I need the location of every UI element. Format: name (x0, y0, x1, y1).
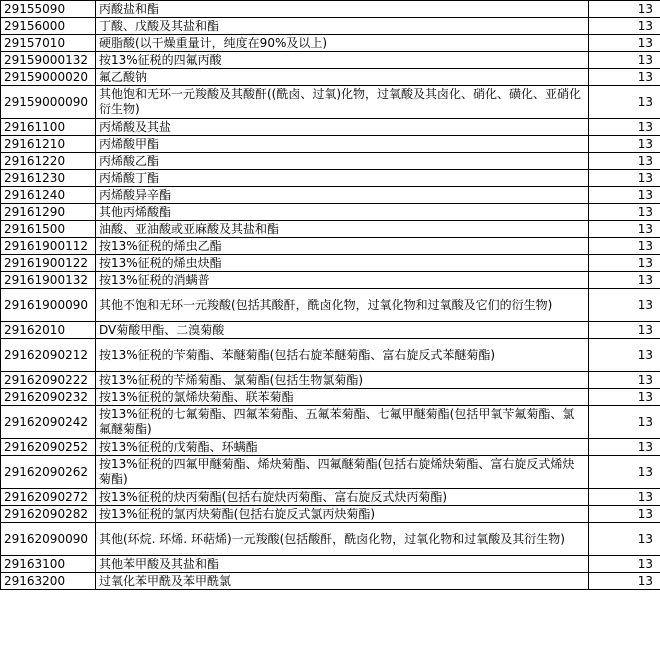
description-cell: 硬脂酸(以干燥重量计，纯度在90%及以上) (96, 35, 589, 52)
rate-cell: 13 (589, 221, 660, 238)
rate-cell: 13 (589, 35, 660, 52)
table-row (1, 255, 660, 272)
hs-code-cell: 29161290 (1, 204, 96, 221)
description-cell: DV菊酸甲酯、二溴菊酸 (96, 322, 589, 339)
table-row (1, 289, 660, 322)
table-row (1, 339, 660, 372)
rate-cell: 13 (589, 322, 660, 339)
table-row (1, 1, 660, 18)
description-cell: 丙烯酸异辛酯 (96, 187, 589, 204)
rate-cell: 13 (589, 523, 660, 556)
hs-code-cell: 29161900090 (1, 289, 96, 322)
table-row (1, 136, 660, 153)
hs-code-cell: 29157010 (1, 35, 96, 52)
table-row (1, 272, 660, 289)
rate-cell: 13 (589, 18, 660, 35)
table-row (1, 204, 660, 221)
hs-code-cell: 29162090232 (1, 389, 96, 406)
description-cell: 按13%征税的烯虫炔酯 (96, 255, 589, 272)
rate-cell: 13 (589, 289, 660, 322)
description-cell: 其他丙烯酸酯 (96, 204, 589, 221)
description-cell: 丙烯酸及其盐 (96, 119, 589, 136)
table-row (1, 523, 660, 556)
hs-code-cell: 29161220 (1, 153, 96, 170)
description-cell: 丁酸、戊酸及其盐和酯 (96, 18, 589, 35)
table-row (1, 506, 660, 523)
rate-cell: 13 (589, 389, 660, 406)
description-cell: 氟乙酸钠 (96, 69, 589, 86)
rate-cell: 13 (589, 506, 660, 523)
hs-code-cell: 29162090252 (1, 439, 96, 456)
rate-cell: 13 (589, 204, 660, 221)
description-cell: 其他饱和无环一元羧酸及其酸酐((酰卤、过氧)化物，过氧酸及其卤化、硝化、磺化、亚硝化衍生物) (96, 86, 589, 119)
tariff-table-body (1, 1, 660, 590)
hs-code-cell: 29156000 (1, 18, 96, 35)
hs-code-cell: 29162090242 (1, 406, 96, 439)
hs-code-cell: 29159000132 (1, 52, 96, 69)
hs-code-cell: 29159000090 (1, 86, 96, 119)
description-cell: 其他苯甲酸及其盐和酯 (96, 556, 589, 573)
description-cell: 按13%征税的四氟甲醚菊酯、烯炔菊酯、四氟醚菊酯(包括右旋烯炔菊酯、富右旋反式烯炔菊酯) (96, 456, 589, 489)
description-cell: 丙烯酸甲酯 (96, 136, 589, 153)
rate-cell: 13 (589, 86, 660, 119)
description-cell: 按13%征税的七氟菊酯、四氟苯菊酯、五氟苯菊酯、七氟甲醚菊酯(包括甲氧苄氟菊酯、氯氟醚菊酯) (96, 406, 589, 439)
description-cell: 按13%征税的戊菊酯、环螨酯 (96, 439, 589, 456)
table-row (1, 238, 660, 255)
rate-cell: 13 (589, 456, 660, 489)
hs-code-cell: 29162090090 (1, 523, 96, 556)
hs-code-cell: 29162090212 (1, 339, 96, 372)
hs-code-cell: 29161900132 (1, 272, 96, 289)
hs-code-cell: 29162090272 (1, 489, 96, 506)
table-row (1, 153, 660, 170)
description-cell: 其他(环烷. 环烯. 环萜烯)一元羧酸(包括酸酐，酰卤化物，过氧化物和过氧酸及其衍生物) (96, 523, 589, 556)
rate-cell: 13 (589, 255, 660, 272)
rate-cell: 13 (589, 372, 660, 389)
rate-cell: 13 (589, 136, 660, 153)
rate-cell: 13 (589, 1, 660, 18)
description-cell: 过氧化苯甲酰及苯甲酰氯 (96, 573, 589, 590)
hs-code-cell: 29161230 (1, 170, 96, 187)
table-row (1, 119, 660, 136)
rate-cell: 13 (589, 556, 660, 573)
table-row (1, 221, 660, 238)
hs-code-cell: 29162010 (1, 322, 96, 339)
hs-code-cell: 29155090 (1, 1, 96, 18)
table-row (1, 187, 660, 204)
rate-cell: 13 (589, 52, 660, 69)
hs-code-cell: 29161500 (1, 221, 96, 238)
table-row (1, 18, 660, 35)
rate-cell: 13 (589, 170, 660, 187)
hs-code-cell: 29162090262 (1, 456, 96, 489)
description-cell: 丙酸盐和酯 (96, 1, 589, 18)
rate-cell: 13 (589, 489, 660, 506)
hs-code-cell: 29162090222 (1, 372, 96, 389)
rate-cell: 13 (589, 69, 660, 86)
table-row (1, 86, 660, 119)
table-row (1, 573, 660, 590)
table-row (1, 489, 660, 506)
rate-cell: 13 (589, 339, 660, 372)
table-row (1, 389, 660, 406)
description-cell: 丙烯酸丁酯 (96, 170, 589, 187)
table-row (1, 456, 660, 489)
rate-cell: 13 (589, 573, 660, 590)
hs-code-cell: 29161100 (1, 119, 96, 136)
table-row (1, 372, 660, 389)
rate-cell: 13 (589, 153, 660, 170)
hs-code-cell: 29161240 (1, 187, 96, 204)
description-cell: 按13%征税的四氟丙酸 (96, 52, 589, 69)
rate-cell: 13 (589, 406, 660, 439)
description-cell: 按13%征税的烯虫乙酯 (96, 238, 589, 255)
description-cell: 丙烯酸乙酯 (96, 153, 589, 170)
table-row (1, 556, 660, 573)
description-cell: 按13%征税的氯丙炔菊酯(包括右旋反式氯丙炔菊酯) (96, 506, 589, 523)
rate-cell: 13 (589, 119, 660, 136)
hs-code-cell: 29159000020 (1, 69, 96, 86)
table-row (1, 439, 660, 456)
description-cell: 油酸、亚油酸或亚麻酸及其盐和酯 (96, 221, 589, 238)
description-cell: 按13%征税的炔丙菊酯(包括右旋炔丙菊酯、富右旋反式炔丙菊酯) (96, 489, 589, 506)
rate-cell: 13 (589, 187, 660, 204)
hs-code-cell: 29163200 (1, 573, 96, 590)
description-cell: 按13%征税的苄烯菊酯、氯菊酯(包括生物氯菊酯) (96, 372, 589, 389)
rate-cell: 13 (589, 238, 660, 255)
hs-code-cell: 29163100 (1, 556, 96, 573)
hs-code-cell: 29161900112 (1, 238, 96, 255)
table-row (1, 170, 660, 187)
hs-code-cell: 29161210 (1, 136, 96, 153)
table-row (1, 52, 660, 69)
description-cell: 按13%征税的氯烯炔菊酯、联苯菊酯 (96, 389, 589, 406)
rate-cell: 13 (589, 439, 660, 456)
description-cell: 其他不饱和无环一元羧酸(包括其酸酐，酰卤化物，过氧化物和过氧酸及它们的衍生物) (96, 289, 589, 322)
table-row (1, 69, 660, 86)
table-row (1, 35, 660, 52)
rate-cell: 13 (589, 272, 660, 289)
description-cell: 按13%征税的苄菊酯、苯醚菊酯(包括右旋苯醚菊酯、富右旋反式苯醚菊酯) (96, 339, 589, 372)
hs-code-cell: 29162090282 (1, 506, 96, 523)
table-row (1, 322, 660, 339)
description-cell: 按13%征税的消螨普 (96, 272, 589, 289)
hs-code-cell: 29161900122 (1, 255, 96, 272)
table-row (1, 406, 660, 439)
